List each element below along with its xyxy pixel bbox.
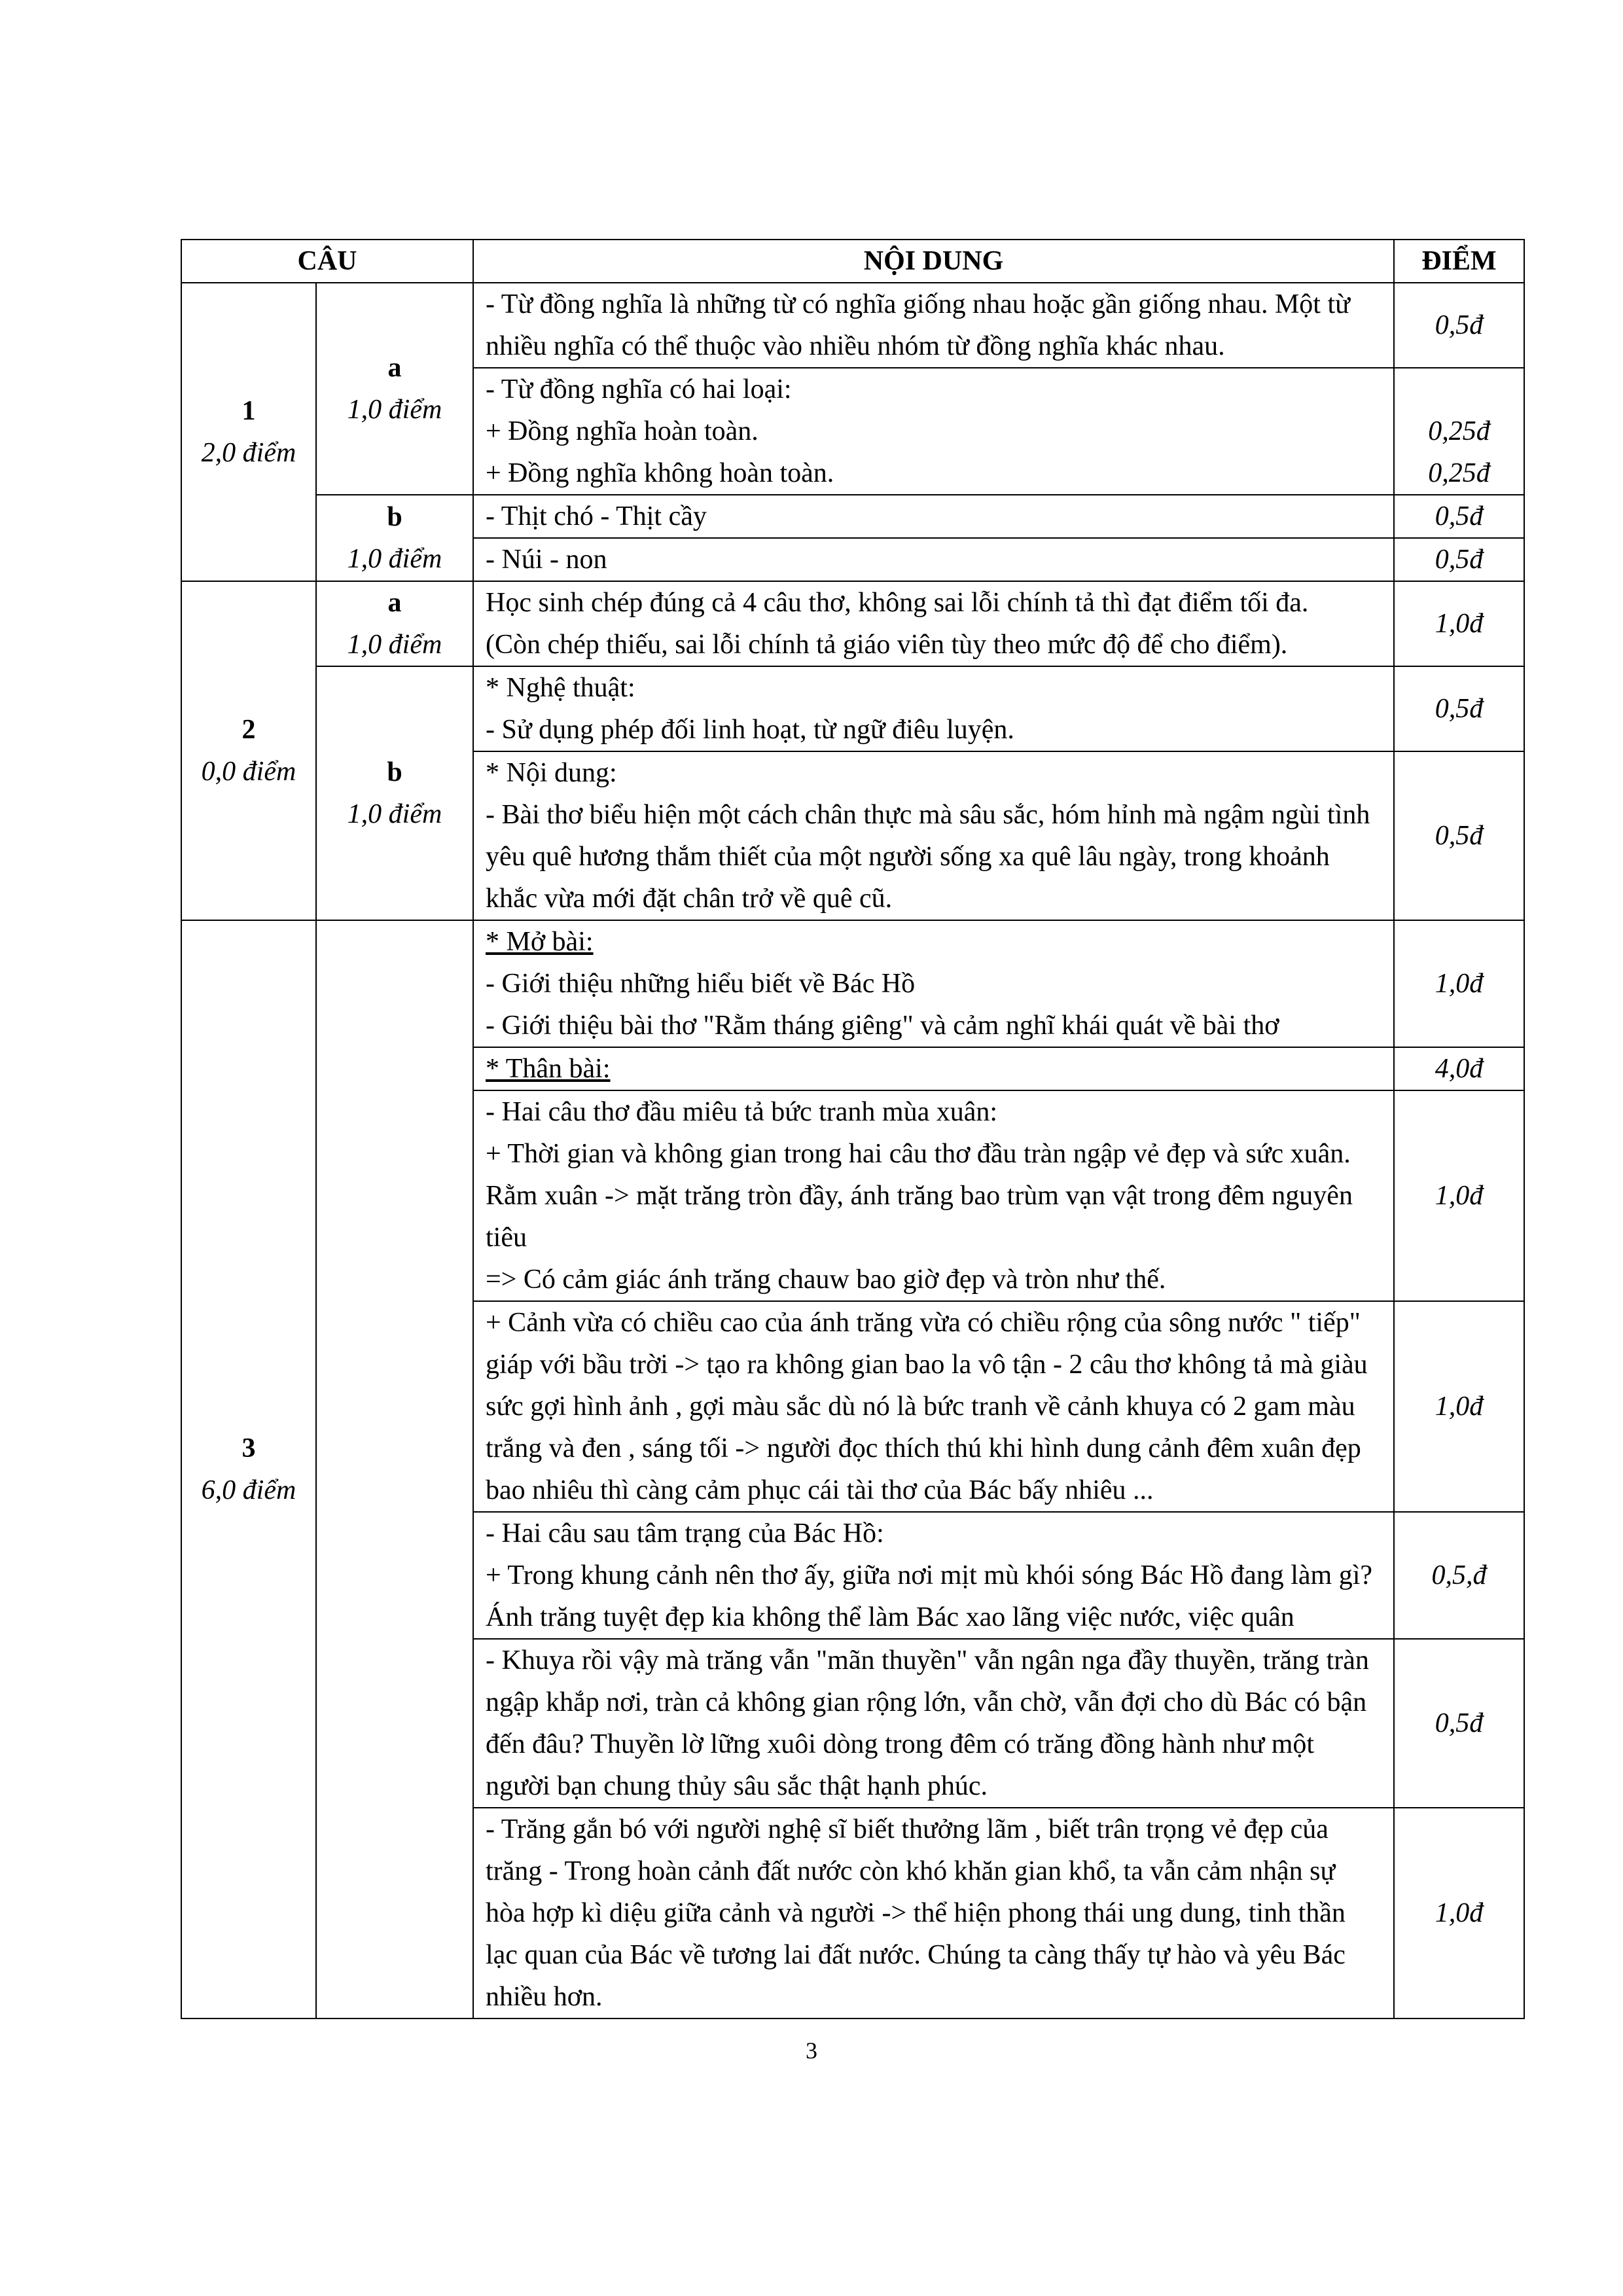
content-line: (Còn chép thiếu, sai lỗi chính tả giáo viên tùy theo mức độ để cho điểm). [486,630,1288,660]
answer-score: 1,0đ [1394,1808,1524,2018]
subquestion-points: 1,0 điểm [347,630,442,660]
content-line: - Hai câu sau tâm trạng của Bác Hồ: [486,1518,884,1549]
question-points: 2,0 điểm [201,438,296,468]
content-line: * Nội dung: [486,758,617,788]
question-2-cell [181,581,316,920]
page-number: 3 [806,2037,817,2064]
question-points: 6,0 điểm [201,1475,296,1505]
subquestion-label: b [387,757,402,787]
content-line: - Sử dụng phép đối linh hoạt, từ ngữ điêu luyện. [486,715,1014,745]
answer-content: - Trăng gắn bó với người nghệ sĩ biết thưởng lãm , biết trân trọng vẻ đẹp của trăng - Trong hoàn cảnh đất nước còn khó khăn gian khổ, ta vẫn cảm nhận sự hòa hợp kì diệu giữa cảnh và người -> thể hiện phong thái ung dung, tinh thần lạc quan của Bác về tương lai đất nước. Chúng ta càng thấy tự hào và yêu Bác nhiều hơn. [473,1808,1394,2018]
section-heading: * Thân bài: [486,1054,611,1084]
subquestion-label: b [387,502,402,532]
table-header-row [181,240,1524,283]
content-line: + Đồng nghĩa hoàn toàn. [486,416,758,446]
subquestion-points: 1,0 điểm [347,544,442,574]
subquestion-label: a [387,353,402,383]
subquestion-2a-cell [316,581,473,666]
answer-content [473,1090,1394,1301]
content-line: Học sinh chép đúng cả 4 câu thơ, không sai lỗi chính tả thì đạt điểm tối đa. [486,588,1309,618]
subquestion-points: 1,0 điểm [347,395,442,425]
answer-score: 1,0đ [1394,1090,1524,1301]
table-row [181,495,1524,538]
answer-content: - Từ đồng nghĩa là những từ có nghĩa giống nhau hoặc gần giống nhau. Một từ nhiều nghĩa có thể thuộc vào nhiều nhóm từ đồng nghĩa khác nhau. [473,283,1394,368]
answer-content: + Cảnh vừa có chiều cao của ánh trăng vừa có chiều rộng của sông nước " tiếp" giáp với bầu trời -> tạo ra không gian bao la vô tận - 2 câu thơ không tả mà giàu sức gợi hình ảnh , gợi màu sắc dù nó là bức tranh về cảnh khuya có 2 gam màu trắng và đen , sáng tối -> người đọc thích thú khi hình dung cảnh đêm xuân đẹp bao nhiêu thì càng cảm phục cái tài thơ của Bác bấy nhiêu ... [473,1301,1394,1512]
content-line: - Giới thiệu bài thơ "Rằm tháng giêng" và cảm nghĩ khái quát về bài thơ [486,1011,1279,1041]
answer-score: 1,0đ [1394,1301,1524,1512]
answer-content [473,666,1394,751]
content-line: => Có cảm giác ánh trăng chauw bao giờ đẹp và tròn như thế. [486,1265,1166,1295]
answer-score: 1,0đ [1394,920,1524,1047]
score-line: 0,25đ [1428,416,1490,446]
answer-content: - Thịt chó - Thịt cầy [473,495,1394,538]
grading-table [181,239,1525,2019]
subquestion-1a-cell [316,283,473,495]
answer-content [473,1512,1394,1639]
answer-score: 0,5đ [1394,666,1524,751]
table-row [181,666,1524,751]
question-3-cell [181,920,316,2018]
question-1-cell [181,283,316,581]
content-line: + Đồng nghĩa không hoàn toàn. [486,458,834,488]
answer-score: 0,5đ [1394,495,1524,538]
subquestion-label: a [387,588,402,618]
subquestion-3-cell [316,920,473,2018]
answer-score: 4,0đ [1394,1047,1524,1090]
answer-score: 1,0đ [1394,581,1524,666]
answer-score: 0,5đ [1394,1639,1524,1808]
table-row [181,283,1524,368]
answer-content [473,1047,1394,1090]
content-line: + Thời gian và không gian trong hai câu thơ đầu tràn ngập vẻ đẹp và sức xuân. Rằm xuân -> mặt trăng tròn đầy, ánh trăng bao trùm vạn vật trong đêm nguyên tiêu [486,1139,1353,1253]
table-row [181,581,1524,666]
subquestion-1b-cell [316,495,473,581]
content-line: - Từ đồng nghĩa có hai loại: [486,374,792,404]
answer-content [473,751,1394,920]
content-line: - Hai câu thơ đầu miêu tả bức tranh mùa xuân: [486,1097,998,1127]
table-row [181,920,1524,1047]
content-line: - Giới thiệu những hiểu biết về Bác Hồ [486,969,916,999]
content-line: - Bài thơ biểu hiện một cách chân thực mà sâu sắc, hóm hỉnh mà ngậm ngùi tình yêu quê hương thắm thiết của một người sống xa quê lâu ngày, trong khoảnh khắc vừa mới đặt chân trở về quê cũ. [486,800,1370,914]
answer-content: - Khuya rồi vậy mà trăng vẫn "mãn thuyền" vẫn ngân nga đầy thuyền, trăng tràn ngập khắp nơi, tràn cả không gian rộng lớn, vẫn chờ, vẫn đợi cho dù Bác có bận đến đâu? Thuyền lờ lững xuôi dòng trong đêm có trăng đồng hành như một người bạn chung thủy sâu sắc thật hạnh phúc. [473,1639,1394,1808]
answer-score: 0,5,đ [1394,1512,1524,1639]
header-content: NỘI DUNG [473,240,1394,283]
answer-score: 0,5đ [1394,538,1524,581]
score-line: 0,25đ [1428,458,1490,488]
question-points: 0,0 điểm [201,757,296,787]
question-number: 1 [241,396,256,426]
subquestion-2b-cell [316,666,473,920]
header-question: CÂU [181,240,473,283]
content-line: * Nghệ thuật: [486,673,635,703]
answer-content [473,920,1394,1047]
question-number: 3 [241,1433,256,1463]
section-heading: * Mở bài: [486,927,594,957]
answer-score: 0,5đ [1394,751,1524,920]
answer-content [473,368,1394,495]
answer-score: 0,5đ [1394,283,1524,368]
subquestion-points: 1,0 điểm [347,799,442,829]
answer-score [1394,368,1524,495]
answer-content [473,581,1394,666]
question-number: 2 [241,715,256,745]
answer-content: - Núi - non [473,538,1394,581]
content-line: + Trong khung cảnh nên thơ ấy, giữa nơi mịt mù khói sóng Bác Hồ đang làm gì? Ánh trăng tuyệt đẹp kia không thể làm Bác xao lãng việc nước, việc quân [486,1560,1373,1632]
header-points: ĐIỂM [1394,240,1524,283]
